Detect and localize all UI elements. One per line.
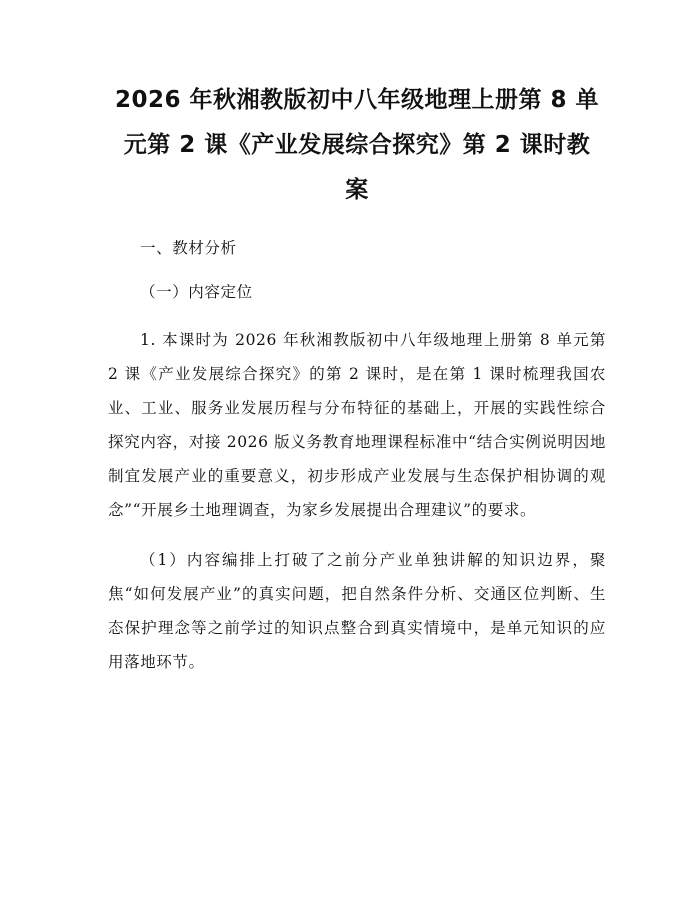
title-line-1: 2026 年秋湘教版初中八年级地理上册第 8 单 <box>114 87 600 113</box>
document-title <box>108 78 606 213</box>
paragraph-2: （1）内容编排上打破了之前分产业单独讲解的知识边界，聚焦“如何发展产业”的真实问题，把自然条件分析、交通区位判断、生态保护理念等之前学过的知识点整合到真实情境中，是单元知识的应用落地环节。 <box>108 551 606 671</box>
title-line-2: 元第 2 课《产业发展综合探究》第 2 课时教 <box>123 132 591 158</box>
subsection-heading: （一）内容定位 <box>140 283 253 301</box>
title-line-3: 案 <box>345 177 369 203</box>
paragraph-1: 1. 本课时为 2026 年秋湘教版初中八年级地理上册第 8 单元第 2 课《产业发展综合探究》的第 2 课时，是在第 1 课时梳理我国农业、工业、服务业发展历程与分布特征的基础上，开展的实践性综合探究内容，对接 2026 版义务教育地理课程标准中“结合实例说明因地制宜发展产业的重要意义，初步形成产业发展与生态保护相协调的观念”“开展乡土地理调查，为家乡发展提出合理建议”的要求。 <box>108 331 606 519</box>
section-heading: 一、教材分析 <box>140 239 237 257</box>
